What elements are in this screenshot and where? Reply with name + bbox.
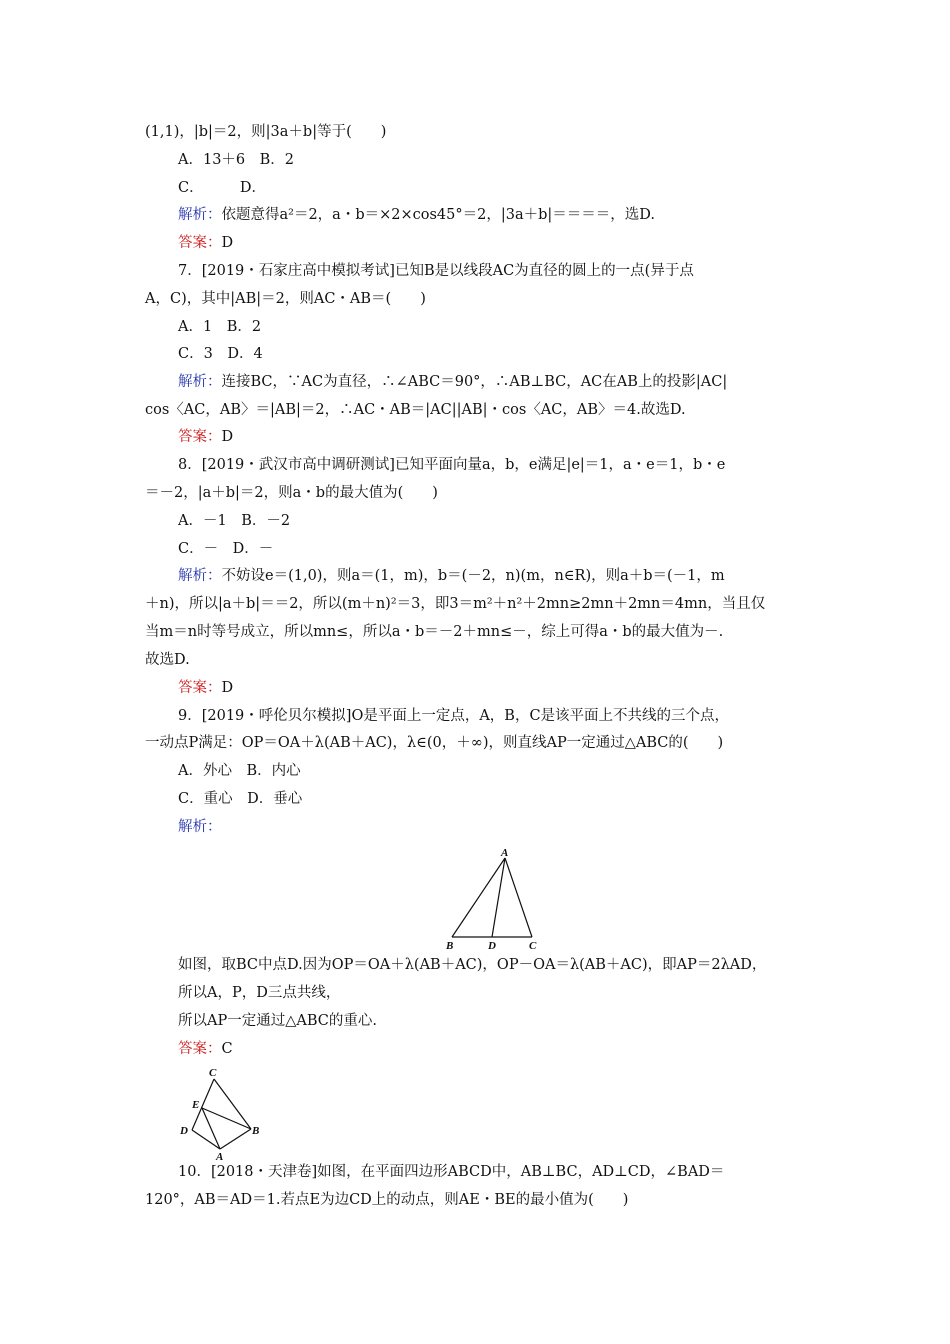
q9-analysis-label: 解析： [178, 819, 222, 835]
q6-analysis [178, 205, 655, 225]
q6-answer [178, 233, 233, 253]
q8-stem-line1: 8．[2019・武汉市高中调研测试]已知平面向量a，b，e满足|e|＝1，a・e＝1，b・e [178, 457, 726, 473]
answer-value: D [221, 680, 234, 696]
analysis-label: 解析： [178, 568, 222, 584]
q7-options-ab: A．1 B．2 [178, 319, 262, 335]
answer-value: C [221, 1041, 233, 1057]
answer-label: 答案： [178, 1041, 222, 1057]
label-d: D [488, 940, 496, 952]
label-a: A [216, 1151, 224, 1163]
q7-analysis-line1 [178, 372, 727, 392]
side-ac [505, 858, 532, 937]
q6-options-ab: A．13＋6 B．2 [178, 152, 295, 168]
q6-stem-tail: (1,1)，|b|＝2，则|3a＋b|等于( ) [145, 124, 387, 140]
q9-options-cd: C．重心 D．垂心 [178, 791, 303, 807]
quadrilateral-abcd-figure [175, 1063, 270, 1163]
q7-stem-line2: A，C)，其中|AB|＝2，则AC・AB＝( ) [145, 291, 426, 307]
triangle-abc-figure [440, 843, 550, 953]
analysis-label: 解析： [178, 374, 222, 390]
q9-solution-line2: 所以A，P，D三点共线， [178, 985, 341, 1001]
analysis-text: 连接BC，∵AC为直径，∴∠ABC＝90°，∴AB⊥BC，AC在AB上的投影|AC| [221, 374, 728, 390]
side-ab [452, 858, 505, 937]
q7-analysis-line2: cos〈AC，AB〉＝|AB|＝2，∴AC・AB＝|AC||AB|・cos〈AC，AB〉＝4.故选D. [145, 402, 686, 418]
q8-options-ab: A．－1 B．－2 [178, 513, 291, 529]
label-c: C [209, 1067, 217, 1079]
label-c: C [529, 940, 537, 952]
answer-value: D [221, 429, 234, 445]
q10-stem-line2: 120°，AB＝AD＝1.若点E为边CD上的动点，则AE・BE的最小值为( ) [145, 1192, 629, 1208]
answer-value: D [221, 235, 234, 251]
q9-solution-line3: 所以AP一定通过△ABC的重心. [178, 1013, 377, 1029]
q8-options-cd: C．－ D．－ [178, 541, 274, 557]
q7-options-cd: C．3 D．4 [178, 346, 263, 362]
q8-answer [178, 678, 233, 698]
q8-stem-line2: ＝－2，|a＋b|＝2，则a・b的最大值为( ) [145, 485, 438, 501]
analysis-text: 不妨设e＝(1,0)，则a＝(1，m)，b＝(－2，n)(m，n∈R)，则a＋b＝(－1，m [221, 568, 725, 584]
label-a: A [501, 847, 509, 859]
answer-label: 答案： [178, 680, 222, 696]
q8-analysis-line3: 当m＝n时等号成立，所以mn≤，所以a・b＝－2＋mn≤－，综上可得a・b的最大值为－. [145, 624, 724, 640]
label-b: B [252, 1125, 260, 1137]
q10-stem-line1: 10．[2018・天津卷]如图，在平面四边形ABCD中，AB⊥BC，AD⊥CD，∠BAD＝ [178, 1164, 725, 1180]
side-ab [220, 1129, 251, 1149]
q9-stem-line1: 9．[2019・呼伦贝尔模拟]O是平面上一定点，A，B，C是该平面上不共线的三个点， [178, 708, 730, 724]
q8-analysis-line1 [178, 566, 725, 586]
q6-options-cd: C． D． [178, 180, 266, 196]
label-e: E [192, 1099, 200, 1111]
q9-stem-line2: 一动点P满足：OP＝OA＋λ(AB＋AC)，λ∈(0，＋∞)，则直线AP一定通过△ABC的( ) [145, 735, 724, 751]
answer-label: 答案： [178, 429, 222, 445]
label-b: B [446, 940, 454, 952]
q7-stem-line1: 7．[2019・石家庄高中模拟考试]已知B是以线段AC为直径的圆上的一点(异于点 [178, 263, 694, 279]
q8-analysis-line2: ＋n)，所以|a＋b|＝＝2，所以(m＋n)²＝3，即3＝m²＋n²＋2mn≥2mn＋2mn＝4mn，当且仅 [145, 596, 766, 612]
median-ad [492, 858, 505, 937]
analysis-text: 依题意得a²＝2，a・b＝×2×cos45°＝2，|3a＋b|＝＝＝＝，选D. [221, 207, 655, 223]
q9-solution-line1: 如图，取BC中点D.因为OP＝OA＋λ(AB＋AC)，OP－OA＝λ(AB＋AC)，即AP＝2λAD， [178, 957, 767, 973]
label-d: D [180, 1125, 188, 1137]
q9-answer [178, 1039, 233, 1059]
q9-options-ab: A．外心 B．内心 [178, 763, 301, 779]
answer-label: 答案： [178, 235, 222, 251]
q7-answer [178, 427, 233, 447]
analysis-label: 解析： [178, 207, 222, 223]
q8-analysis-line4: 故选D. [145, 652, 190, 668]
